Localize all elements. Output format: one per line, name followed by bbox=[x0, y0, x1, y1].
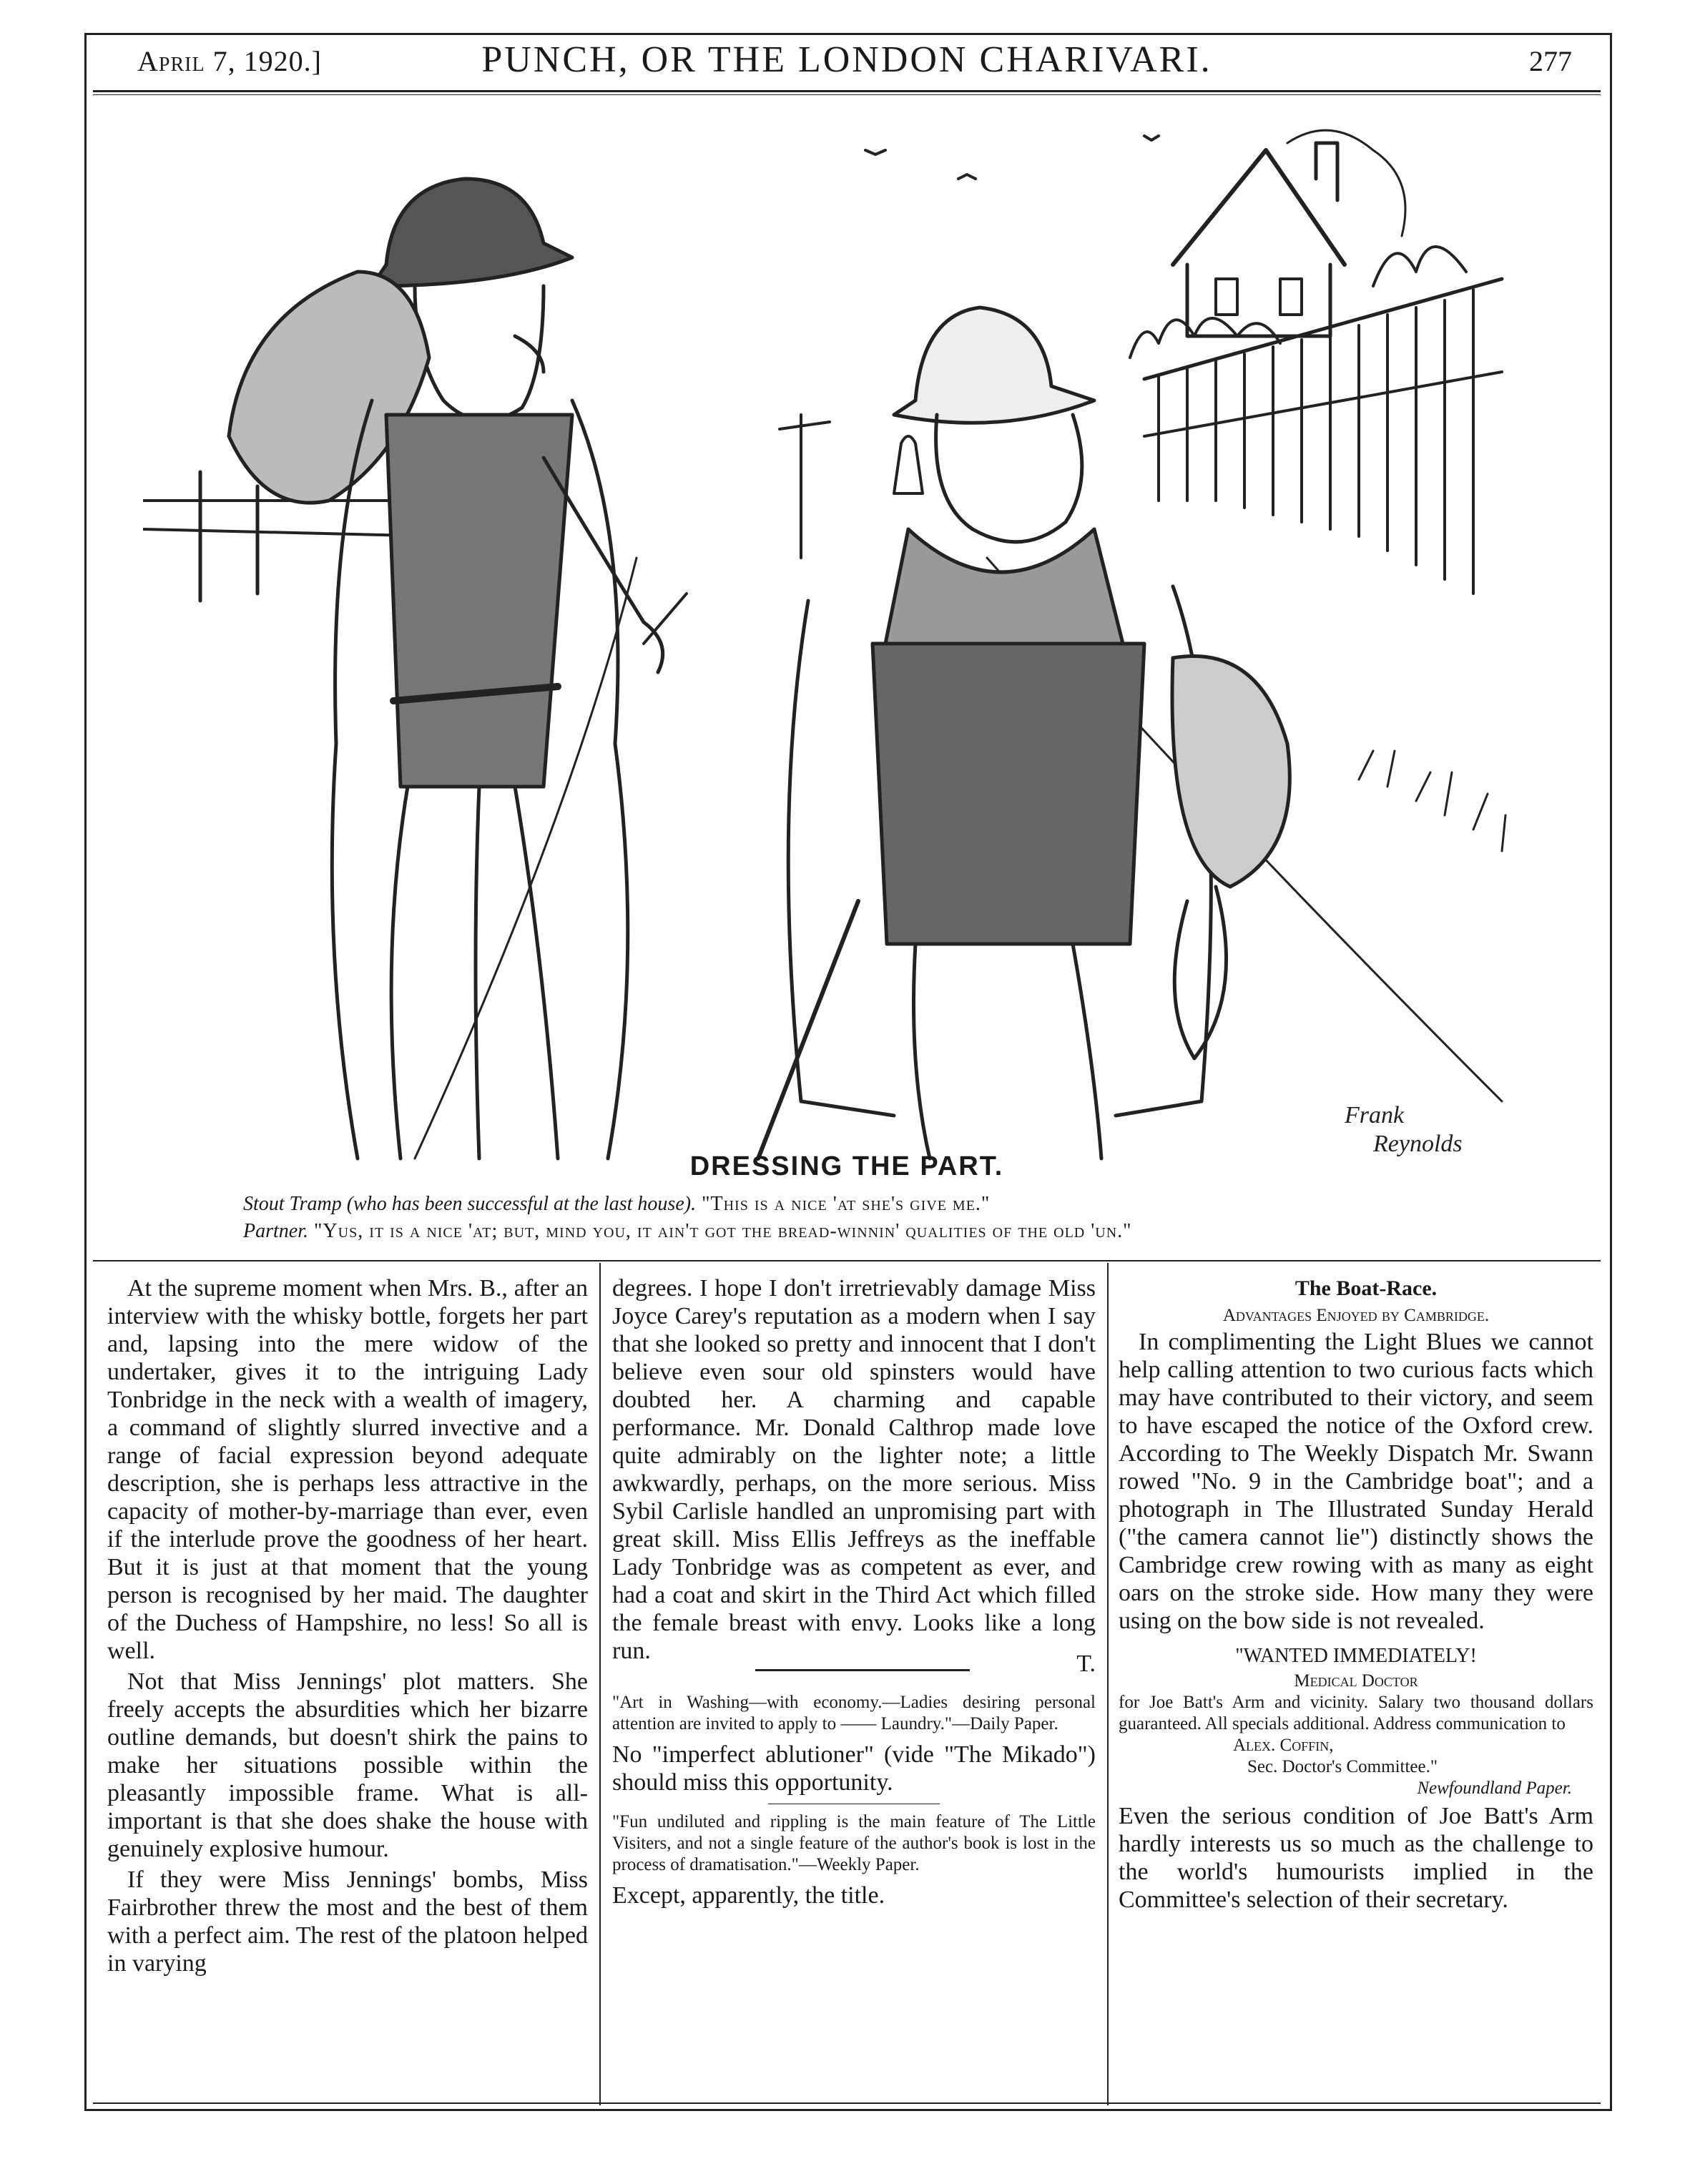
caption-quote-2: "Yus, it is a nice 'at; but, mind you, it ain't got the bread-winnin' qualities of the old 'un." bbox=[308, 1220, 1132, 1242]
header-rule-thin bbox=[93, 94, 1601, 95]
col2-paragraph-3: Except, apparently, the title. bbox=[612, 1882, 885, 1909]
column-divider-1 bbox=[599, 1263, 601, 2105]
cartoon-illustration bbox=[143, 100, 1545, 1180]
col1-paragraph-1: At the supreme moment when Mrs. B., after an interview with the whisky bottle, forgets her part and, lapsing into the mere widow of the undertaker, gives it to the intriguing Lady Tonbridge in the neck with a wealth of imagery, a command of slightly slurred invective and a range of facial expression beyond adequate description, she is perhaps less attractive in the capacity of mother-by-marriage than ever, even if the interlude prove the goodness of her heart. But it is just at that moment that the young person is recognised by her maid. The daughter of the Duchess of Hampshire, no less! So all is well. bbox=[107, 1275, 588, 1664]
column-divider-2 bbox=[1107, 1263, 1109, 2105]
publication-title: PUNCH, OR THE LONDON CHARIVARI. bbox=[481, 39, 1212, 80]
section-rule bbox=[93, 1260, 1601, 1261]
col2-quote-2: "Fun undiluted and rippling is the main feature of The Little Visiters, and not a single feature of the author's book is lost in the process of dramatisation."—Weekly Paper. bbox=[612, 1812, 1096, 1874]
header-rule bbox=[93, 90, 1601, 92]
col1-paragraph-3: If they were Miss Jennings' bombs, Miss Fairbrother threw the most and the best of them with a perfect aim. The rest of the platoon helped in varying bbox=[107, 1866, 588, 1977]
boat-race-subheading: Advantages Enjoyed by Cambridge. bbox=[1222, 1306, 1490, 1325]
ad-body: for Joe Batt's Arm and vicinity. Salary two thousand dollars guaranteed. All specials additional. Address communication to bbox=[1119, 1693, 1593, 1733]
col3-paragraph-2: Even the serious condition of Joe Batt's Arm hardly interests us so much as the challenge to the world's humourists implied in the Committee's selection of their secretary. bbox=[1119, 1803, 1593, 1913]
cartoon-caption-line2 bbox=[243, 1220, 1132, 1243]
footer-rule bbox=[93, 2102, 1601, 2104]
col2-paragraph-2: No "imperfect ablutioner" (vide "The Mikado") should miss this opportunity. bbox=[612, 1741, 1096, 1796]
ad-committee: Sec. Doctor's Committee." bbox=[1247, 1757, 1438, 1776]
col2-quote-1: "Art in Washing—with economy.—Ladies desiring personal attention are invited to apply to —— Laundry."—Daily Paper. bbox=[612, 1693, 1096, 1733]
ad-title: "WANTED IMMEDIATELY! bbox=[1235, 1645, 1477, 1667]
ad-name: Alex. Coffin, bbox=[1233, 1736, 1334, 1755]
col2-signature: T. bbox=[1076, 1651, 1096, 1677]
caption-speaker-2: Partner. bbox=[243, 1220, 308, 1242]
column-3 bbox=[1119, 1274, 1593, 1917]
column-2 bbox=[612, 1274, 1096, 1912]
col1-paragraph-2: Not that Miss Jennings' plot matters. She freely accepts the absurdities which her bizarre outline demands, but doesn't shirk the pains to make her situations possible within the pleasantly impossible frame. What is all-important is that she does shake the house with genuinely explosive humour. bbox=[107, 1668, 588, 1862]
caption-speaker-1: Stout Tramp (who has been successful at the last house). bbox=[243, 1193, 697, 1215]
boat-race-heading: The Boat-Race. bbox=[1294, 1277, 1438, 1300]
issue-date: April 7, 1920.] bbox=[137, 45, 322, 77]
ad-source: Newfoundland Paper. bbox=[1417, 1779, 1572, 1798]
col2-paragraph-1: degrees. I hope I don't irretrievably damage Miss Joyce Carey's reputation as a modern when I say that she looked so pretty and innocent that I don't believe even sour old spinsters would have doubted her. A charming and capable performance. Mr. Donald Calthrop made love quite admirably on the lighter note; a little awkwardly, perhaps, on the more serious. Miss Sybil Carlisle handled an unpromising part with great skill. Miss Ellis Jeffreys as the ineffable Lady Tonbridge was as competent as ever, and had a coat and skirt in the Third Act which filled the female breast with envy. Looks like a long run. bbox=[612, 1275, 1096, 1664]
artist-signature-last: Reynolds bbox=[1373, 1131, 1463, 1157]
caption-quote-1: "This is a nice 'at she's give me." bbox=[696, 1193, 991, 1215]
ad-subtitle: Medical Doctor bbox=[1294, 1671, 1418, 1691]
col3-paragraph-1: In complimenting the Light Blues we cannot help calling attention to two curious facts which may have contributed to their victory, and seem to have escaped the notice of the Oxford crew. According to The Weekly Dispatch Mr. Swann rowed "No. 9 in the Cambridge boat"; and a photograph in The Illustrated Sunday Herald ("the camera cannot lie") distinctly shows the Cambridge crew rowing with as many as eight oars on the stroke side. How many they were using on the bow side is not revealed. bbox=[1119, 1329, 1593, 1634]
page-number: 277 bbox=[1529, 45, 1572, 77]
cartoon-caption-line1 bbox=[243, 1193, 990, 1216]
column-1 bbox=[107, 1274, 588, 1980]
cartoon-title: DRESSING THE PART. bbox=[689, 1151, 1004, 1181]
page-header bbox=[93, 37, 1601, 87]
artist-signature-first: Frank bbox=[1345, 1102, 1405, 1128]
